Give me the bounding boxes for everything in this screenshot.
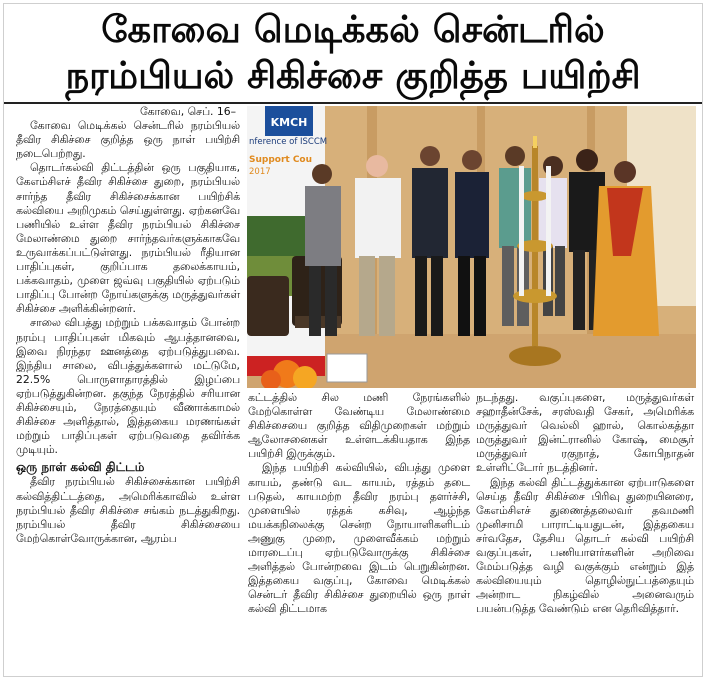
headline-line-2: நரம்பியல் சிகிச்சை குறித்த பயிற்சி bbox=[65, 54, 641, 97]
paragraph: தொடர்கல்வி திட்டத்தின் ஒரு பகுதியாக, கேஎம்சிஎச் தீவிர சிகிச்சை துறை, நரம்பியல் சார்ந்த தீவிர சிகிச்சைக்கான பயிற்சிக் கல்வியை அறிமுகம் செய்துள்ளது. ஏற்கனவே பணியில் உள்ள தீவிர நரம்பியல் சிகிச்சை மேலாண்மை துறை சார்ந்தவர்களுக்காகவே உருவாக்கப்பட்டுள்ளது. நரம்பியல் ரீதியான பாதிப்புகள், குறிப்பாக தலைக்காயம், பக்கவாதம், முளை ஜவ்வு பகுதியில் ஏற்படும் பாதிப்பு போன்ற நோய்களுக்கு மருத்துவர்கள் சிகிச்சை அளிக்கின்றனர். bbox=[16, 161, 240, 316]
banner-text: nference of ISCCM bbox=[249, 137, 328, 147]
article-column-3 bbox=[476, 391, 694, 617]
headline-line-1: கோவை மெடிக்கல் சென்டரில் bbox=[101, 8, 605, 51]
article-column-2 bbox=[248, 391, 470, 617]
paragraph: சாலை விபத்து மற்றும் பக்கவாதம் போன்ற நரம்பு பாதிப்புகள் மிகவும் ஆபத்தானவை, இவை நிரந்தர ஊனத்தை ஏற்படுத்துபவை. இந்திய சாலை, விபத்துக்களால் மட்டுமே, 22.5% பொருளாதாரத்தில் இழப்பை ஏற்படுத்துகின்றன. தகுந்த நேரத்தில் சரியான சிகிச்சையும், நேரத்தையும் வீணாக்காமல் சிகிச்சை அளித்தால், இத்தகைய மரணங்கள் மற்றும் பாதிப்புகள் ஏற்படுவதை தவிர்க்க முடியும். bbox=[16, 316, 240, 457]
event-photo bbox=[247, 106, 696, 388]
banner-text: Support Cou bbox=[249, 155, 313, 165]
article-column-1 bbox=[16, 105, 240, 546]
paragraph: இந்த கல்வி திட்டத்துக்கான ஏற்பாடுகளை செய்த தீவிர சிகிச்சை பிரிவு துறையினரை, கேஎம்சிஎச் துணைத்தலைவர் தவமணி முனிசாமி பாராட்டியதுடன், இத்தகைய சர்வதேச, தேசிய தொடர் கல்வி பயிற்சி வகுப்புகள், பணியாளர்களின் அறிவை மேம்படுத்த வழி வகுக்கும் என்றும் இத் கல்வியையும் தொழில்நுட்பத்தையும் அன்றாட நிகழ்வில் அனைவரும் பயன்படுத்த வேண்டும் என தெரிவித்தார். bbox=[476, 475, 694, 616]
kmch-logo-text: KMCH bbox=[270, 116, 308, 129]
kmch-logo bbox=[265, 106, 313, 136]
person-in-saree bbox=[593, 161, 659, 336]
dateline: கோவை, செப். 16– bbox=[139, 105, 236, 118]
paragraph: இந்த பயிற்சி கல்வியில், விபத்து முளை காயம், தண்டு வட காயம், ரத்தம் தடை படுதல், காயமற்ற தீவிர நரம்பு தளர்ச்சி, முளையில் ரத்தக் கசிவு, ஆழ்ந்த மயக்கநிலைக்கு சென்ற நோயாளிகளிடம் அணுகு முறை, முளைவீக்கம் மற்றும் மாரடைப்பு ஏற்படுவோருக்கு சிகிச்சை அளித்தல் போன்றவை இடம் பெறுகின்றன. இத்தகைய வகுப்பு, கோவை மெடிக்கல் சென்டர் தீவிர சிகிச்சை துறையில் ஒரு நாள் கல்வி திட்டமாக bbox=[248, 461, 470, 616]
paragraph: கட்டத்தில் சில மணி நேரங்களில் மேற்கொள்ள வேண்டிய மேலாண்மை சிகிச்சையை குறித்த விதிமுறைகள் மற்றும் ஆலோசனைகள் உள்ளடக்கியதாக இந்த பயிற்சி இருக்கும். bbox=[248, 391, 470, 461]
paragraph: தீவிர நரம்பியல் சிகிச்சைக்கான பயிற்சி கல்வித்திட்டத்தை, அமெரிக்காவில் உள்ள நரம்பியல் தீவிர சிகிச்சை சங்கம் நடத்துகிறது. நரம்பியல் தீவிர சிகிச்சையை மேற்கொள்வோருக்கான, ஆரம்ப bbox=[16, 475, 240, 545]
subheading: ஒரு நாள் கல்வி திட்டம் bbox=[16, 460, 145, 475]
paragraph: நடந்தது. வகுப்புகளை, மருத்துவர்கள் சஹாதீன்சேக், சரஸ்வதி சேகர், அமெரிக்க மருத்துவர் வெல்லி ஹால், கொல்கத்தா மருத்துவர் இன்ட்ரானில் கோஷ், மைசூர் மருத்துவர் ரகுநாத், கோபிநாதன் உள்ளிட்டோர் நடத்தினர். bbox=[476, 391, 694, 475]
headline-rule bbox=[4, 102, 702, 104]
paragraph: கோவை மெடிக்கல் சென்டரில் நரம்பியல் தீவிர சிகிச்சை குறித்த ஒரு நாள் பயிற்சி நடைபெற்றது. bbox=[16, 119, 240, 161]
banner-text: 2017 bbox=[249, 167, 271, 177]
